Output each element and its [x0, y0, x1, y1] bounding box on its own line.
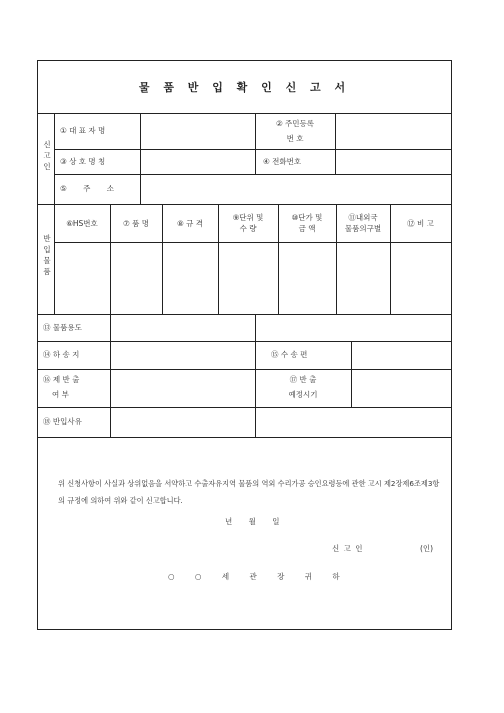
export-time-label-line1: ⑰ 반 출: [289, 375, 317, 384]
unit-qty-field[interactable]: [219, 243, 278, 313]
col-origin-type-line1: ⑪내외국: [348, 213, 378, 222]
phone-field[interactable]: [336, 150, 450, 173]
col-spec: [162, 206, 218, 240]
col-unit-qty: [218, 206, 278, 240]
declarant-group-label: 신고인: [43, 140, 51, 171]
company-label: ③ 상 호 명 칭: [60, 157, 106, 166]
remarks-field[interactable]: [391, 243, 450, 313]
reexport-label-line1: ⑯ 제 반 출: [43, 375, 80, 384]
date-line: 년 월 일: [225, 517, 280, 526]
export-time-label-line2: 예정시기: [288, 390, 318, 399]
reg-no-label-line2: 번 호: [286, 134, 304, 143]
reason-label: ⑱ 반입사유: [43, 417, 82, 426]
col-hs-number: [54, 206, 110, 240]
hs-number-field[interactable]: [55, 243, 110, 313]
receiver-label: ⑮ 수 송 편: [271, 350, 308, 359]
item-name-field[interactable]: [111, 243, 162, 313]
col-origin-type: [336, 206, 390, 240]
rep-name-field[interactable]: [141, 114, 254, 148]
col-spec-text: ⑧ 규 격: [177, 218, 203, 228]
address-field[interactable]: [141, 175, 450, 203]
reexport-label-line2: 여 부: [52, 390, 69, 399]
company-field[interactable]: [141, 150, 254, 173]
col-item-name: [110, 206, 162, 240]
col-unit-qty-line1: ⑨단위 및: [232, 213, 264, 222]
reexport-field[interactable]: [111, 370, 254, 406]
col-origin-type-line2: 물품의구별: [344, 224, 382, 233]
form-title: 물 품 반 입 확 인 신 고 서: [38, 61, 451, 114]
address-label: ⑤ 주 소: [60, 184, 114, 193]
divider: [54, 113, 55, 204]
origin-type-field[interactable]: [337, 243, 390, 313]
col-unit-qty-line2: 수 량: [239, 224, 257, 233]
col-hs-number-text: ⑥HS번호: [66, 218, 98, 228]
col-price-amount: [278, 206, 336, 240]
col-item-name-text: ⑦ 품 명: [123, 218, 149, 228]
addressee-line: ○ ○ 세 관 장 귀 하: [168, 572, 340, 581]
reg-no-label-line1: ② 주민등록: [275, 119, 315, 128]
usage-label: ⑬ 물품용도: [43, 323, 82, 332]
shipper-field[interactable]: [111, 342, 254, 368]
reg-no-field[interactable]: [336, 114, 450, 148]
spec-field[interactable]: [163, 243, 218, 313]
divider: [38, 437, 451, 438]
col-price-amount-line1: ⑩단가 및: [291, 213, 323, 222]
reason-field[interactable]: [111, 408, 450, 436]
signer-label: 신 고 인: [332, 544, 363, 553]
shipper-label: ⑭ 하 송 지: [43, 350, 80, 359]
price-amount-field[interactable]: [279, 243, 336, 313]
rep-name-label: ① 대 표 자 명: [60, 126, 106, 135]
usage-field[interactable]: [111, 315, 450, 340]
declaration-form: [37, 60, 452, 630]
declaration-statement: 위 신청사항이 사실과 상위없음을 서약하고 수출자유지역 물품의 역외 수리가공 승인요령등에 관한 고시 제2장제6조제3항의 규정에 의하여 위와 같이 신고합니다.: [58, 479, 440, 505]
receiver-field[interactable]: [352, 342, 450, 368]
export-time-field[interactable]: [352, 370, 450, 406]
col-remarks-text: ⑫ 비 고: [407, 218, 434, 228]
col-remarks: [390, 206, 451, 240]
col-price-amount-line2: 금 액: [298, 224, 316, 233]
phone-label: ④ 전화번호: [263, 157, 302, 166]
goods-group-label: 반입물품: [43, 234, 51, 276]
seal-mark: (인): [420, 544, 434, 553]
